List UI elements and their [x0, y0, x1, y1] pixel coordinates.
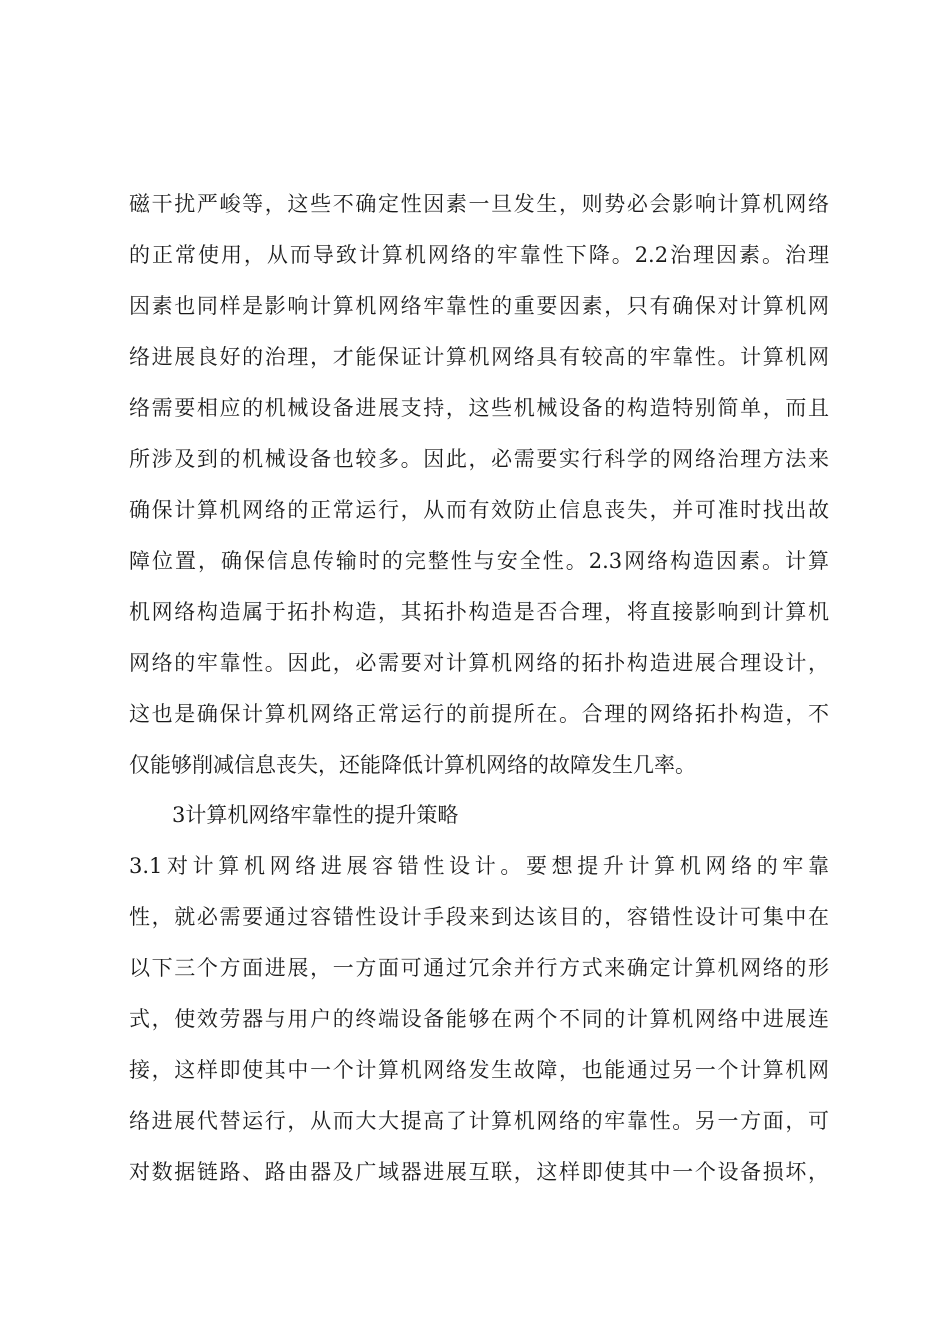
body-text-line: 所涉及到的机械设备也较多。因此，必需要实行科学的网络治理方法来: [129, 447, 829, 471]
body-text-line: 机网络构造属于拓扑构造，其拓扑构造是否合理，将直接影响到计算机: [129, 600, 829, 624]
body-text-line: 络进展代替运行，从而大大提高了计算机网络的牢靠性。另一方面，可: [129, 1109, 829, 1133]
body-text-line: 络需要相应的机械设备进展支持，这些机械设备的构造特别简单，而且: [129, 396, 829, 420]
body-text-line: 3.1对计算机网络进展容错性设计。要想提升计算机网络的牢靠: [129, 854, 829, 878]
body-text-line: 磁干扰严峻等，这些不确定性因素一旦发生，则势必会影响计算机网络: [129, 192, 829, 216]
body-text-line: 确保计算机网络的正常运行，从而有效防止信息丧失，并可准时找出故: [129, 498, 829, 522]
body-text-line: 障位置，确保信息传输时的完整性与安全性。2.3网络构造因素。计算: [129, 549, 829, 573]
body-text-line: 对数据链路、路由器及广域器进展互联，这样即使其中一个设备损坏，: [129, 1160, 829, 1184]
body-text-line: 性，就必需要通过容错性设计手段来到达该目的，容错性设计可集中在: [129, 905, 829, 929]
section-heading: 3计算机网络牢靠性的提升策略: [172, 803, 459, 827]
body-text-line: 的正常使用，从而导致计算机网络的牢靠性下降。2.2治理因素。治理: [129, 243, 829, 267]
body-text-line: 仅能够削减信息丧失，还能降低计算机网络的故障发生几率。: [129, 753, 696, 777]
body-text-line: 以下三个方面进展，一方面可通过冗余并行方式来确定计算机网络的形: [129, 956, 829, 980]
body-text-line: 这也是确保计算机网络正常运行的前提所在。合理的网络拓扑构造，不: [129, 702, 829, 726]
body-text-line: 网络的牢靠性。因此，必需要对计算机网络的拓扑构造进展合理设计，: [129, 651, 829, 675]
body-text-line: 式，使效劳器与用户的终端设备能够在两个不同的计算机网络中进展连: [129, 1007, 829, 1031]
body-text-line: 接，这样即使其中一个计算机网络发生故障，也能通过另一个计算机网: [129, 1058, 829, 1082]
body-text-line: 络进展良好的治理，才能保证计算机网络具有较高的牢靠性。计算机网: [129, 345, 829, 369]
body-text-line: 因素也同样是影响计算机网络牢靠性的重要因素，只有确保对计算机网: [129, 294, 829, 318]
